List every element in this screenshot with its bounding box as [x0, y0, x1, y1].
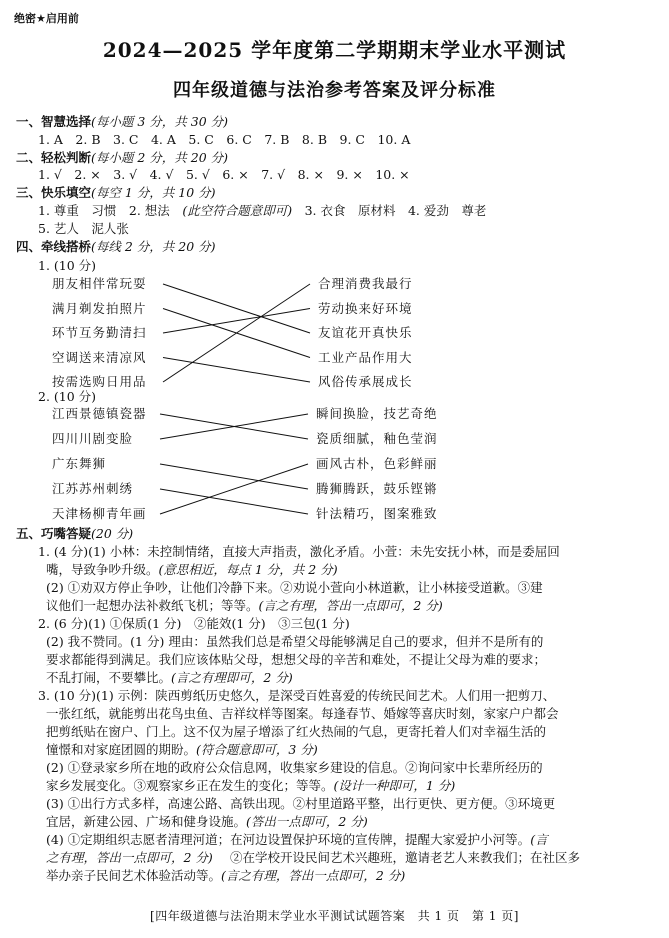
matching-q2-right-item: 瞬间换脸，技艺奇绝 [316, 406, 438, 421]
page-footer: [四年级道德与法治期末学业水平测试试题答案 共 1 页 第 1 页] [150, 909, 519, 923]
section-3-line-1: 1. 尊重 习惯 2. 想法 (此空符合题意即可) 3. 衣食 原材料 4. 爱劲 尊老 [38, 203, 487, 218]
matching-q1-left-item: 朋友相伴常玩耍 [52, 276, 147, 291]
matching-q2-connector [160, 464, 308, 514]
section-5-line: 之有理，答出一点即可，2 分) [46, 850, 213, 865]
matching-q1-right-item: 友谊花开真快乐 [318, 325, 413, 340]
section-1-heading: 一、智慧选择(每小题 3 分，共 30 分) [16, 114, 229, 129]
matching-q2-left-item: 四川川剧变脸 [52, 431, 134, 446]
section-5-line: 一张红纸，就能剪出花鸟虫鱼、吉祥纹样等图案。每逢春节、婚嫁等喜庆时刻，家家户户都会 [46, 706, 559, 721]
section-5-line: 家乡发展变化。③观察家乡正在发生的变化；等等。(设计一种即可，1 分) [46, 778, 456, 793]
matching-q1-connector [163, 309, 310, 334]
matching-q1-connector [163, 284, 310, 333]
section-5-line: 2. (6 分)(1) ①保质(1 分) ②能效(1 分) ③三包(1 分) [38, 616, 350, 631]
section-5-line: ②在学校开设民间艺术兴趣班，邀请老艺人来教我们；在社区多 [230, 850, 581, 865]
matching-q2-right-item: 瓷质细腻，釉色莹润 [316, 431, 438, 446]
matching-q1-right-item: 工业产品作用大 [318, 349, 413, 365]
section-5-line: (2) ①登录家乡所在地的政府公众信息网，收集家乡建设的信息。②询问家中长辈所经历的 [46, 760, 543, 775]
matching-q1-label: 1. (10 分) [38, 258, 97, 273]
matching-q2-left-item: 江苏苏州刺绣 [52, 481, 134, 496]
section-5-line: (3) ①出行方式多样，高速公路、高铁出现。②村里道路平整，出行更快、更方便。③环境更 [46, 796, 556, 811]
section-3-line-2: 5. 艺人 泥人张 [38, 221, 129, 236]
matching-q2-left-item: 江西景德镇瓷器 [52, 406, 147, 421]
section-4-heading: 四、牵线搭桥(每线 2 分，共 20 分) [16, 239, 216, 254]
matching-q1-left-item: 满月剃发拍照片 [52, 300, 147, 316]
section-5-line: 把剪纸贴在窗户、门上。这不仅为屋子增添了红火热闹的气息，更寄托着人们对幸福生活的 [46, 724, 547, 739]
matching-q1-right-item: 劳动换来好环境 [318, 300, 413, 316]
matching-q1-left-item: 按需选购日用品 [52, 374, 147, 389]
matching-q1-left-item: 空调送来清凉风 [52, 349, 147, 365]
section-2-heading: 二、轻松判断(每小题 2 分，共 20 分) [16, 150, 229, 165]
exam-subtitle: 四年级道德与法治参考答案及评分标准 [173, 80, 496, 101]
matching-q2-connector [160, 489, 308, 514]
section-5-line: 憧憬和对家庭团圆的期盼。(符合题意即可，3 分) [46, 742, 318, 757]
matching-q2-label: 2. (10 分) [38, 389, 97, 404]
section-5-line: 要求都能得到满足。我们应该体贴父母，想想父母的辛苦和难处，不提让父母为难的要求； [46, 652, 547, 667]
section-5-heading: 五、巧嘴答疑(20 分) [16, 526, 134, 541]
matching-q2-connector [160, 464, 308, 489]
section-5-line: (2) ①劝双方停止争吵，让他们冷静下来。②劝说小萱向小林道歉，让小林接受道歉。③建 [46, 580, 543, 595]
section-5-line: 不乱打闹，不要攀比。(言之有理即可，2 分) [46, 670, 293, 685]
matching-q2-right-item: 针法精巧，图案雅致 [316, 506, 438, 521]
matching-q2-right-item: 画风古朴，色彩鲜丽 [316, 456, 438, 471]
matching-q1-left-item: 环节互务勤清扫 [52, 325, 147, 340]
section-1-answers: 1. A 2. B 3. C 4. A 5. C 6. C 7. B 8. B 9. C 10. A [38, 132, 411, 147]
confidential-mark: 绝密★启用前 [14, 12, 79, 25]
matching-q1-right-item: 风俗传承展成长 [318, 374, 413, 389]
section-5-line: 嘴，导致争吵升级。(意思相近，每点 1 分，共 2 分) [46, 562, 338, 577]
section-5-line: (2) 我不赞同。(1 分) 理由：虽然我们总是希望父母能够满足自己的要求，但并不是所有的 [46, 634, 544, 649]
section-3-heading: 三、快乐填空(每空 1 分，共 10 分) [16, 185, 216, 200]
section-5-line: (4) ①定期组织志愿者清理河道；在河边设置保护环境的宣传牌，提醒大家爱护小河等。(言 [46, 832, 548, 847]
section-5-line: 1. (4 分)(1) 小林：未控制情绪，直接大声指责，激化矛盾。小萱：未先安抚小林，而是委屈回 [38, 544, 560, 559]
exam-title: 2024—2025 学年度第二学期期末学业水平测试 [102, 38, 567, 62]
matching-q2-left-item: 广东舞狮 [52, 456, 107, 471]
section-2-answers: 1. √ 2. × 3. √ 4. √ 5. √ 6. × 7. √ 8. × 9. × 10. × [38, 167, 410, 182]
matching-q1-connector [163, 358, 310, 383]
section-5-line: 举办亲子民间艺术体验活动等。(言之有理，答出一点即可，2 分) [46, 868, 406, 883]
section-5-line: 议他们一起想办法补救纸飞机；等等。(言之有理，答出一点即可，2 分) [46, 598, 443, 613]
matching-q2-right-item: 腾狮腾跃，鼓乐铿锵 [316, 481, 438, 496]
matching-q2-left-item: 天津杨柳青年画 [52, 506, 147, 521]
section-5-line: 宜居，新建公园、广场和健身设施。(答出一点即可，2 分) [46, 814, 368, 829]
matching-q1-connector [163, 284, 310, 382]
section-5-line: 3. (10 分)(1) 示例：陕西剪纸历史悠久，是深受百姓喜爱的传统民间艺术。人们用一把剪刀、 [38, 688, 556, 703]
matching-q1-right-item: 合理消费我最行 [318, 276, 413, 291]
